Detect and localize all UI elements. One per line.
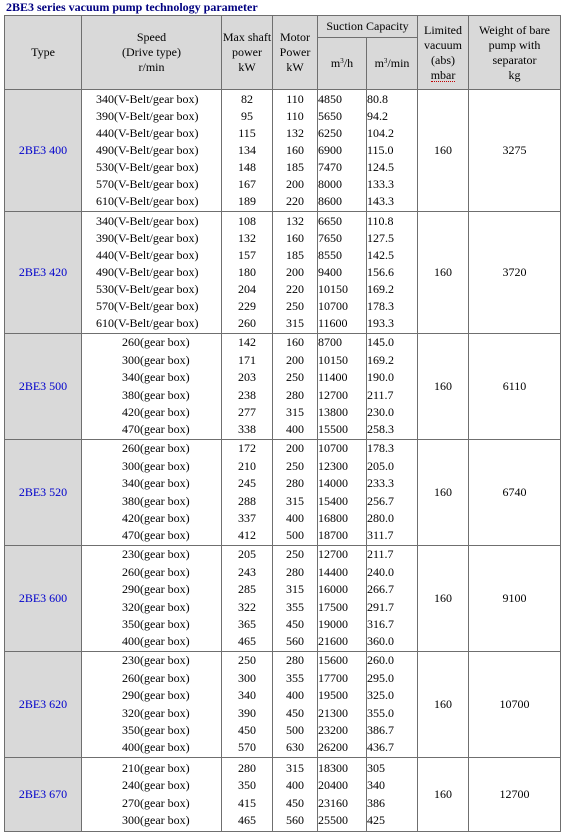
cell-value: 450 (286, 795, 304, 810)
table-row (5, 758, 561, 832)
cell-value: 300(gear box) (122, 812, 190, 827)
suction-m3min-cell (367, 440, 418, 546)
weight-value: 6110 (469, 334, 561, 440)
table-row (5, 652, 561, 758)
max-shaft-power-cell (222, 212, 273, 334)
cell-value: 210(gear box) (122, 761, 190, 776)
cell-value: 386 (367, 795, 385, 810)
cell-value: 320(gear box) (122, 599, 190, 614)
cell-value: 490(V-Belt/gear box) (96, 142, 199, 157)
cell-value: 142 (238, 335, 256, 350)
cell-value: 23160 (318, 795, 348, 810)
cell-value: 250 (286, 547, 304, 562)
cell-value: 10150 (318, 352, 348, 367)
cell-value: 200 (286, 352, 304, 367)
cell-value: 340(gear box) (122, 476, 190, 491)
cell-value: 500 (286, 722, 304, 737)
cell-value: 104.2 (367, 125, 394, 140)
cell-value: 290(gear box) (122, 582, 190, 597)
cell-value: 260(gear box) (122, 335, 190, 350)
table-row (5, 440, 561, 546)
cell-value: 400 (286, 510, 304, 525)
cell-value: 82 (241, 91, 253, 106)
cell-value: 110 (286, 108, 304, 123)
cell-value: 220 (286, 282, 304, 297)
cell-value: 5650 (318, 108, 342, 123)
cell-value: 350(gear box) (122, 616, 190, 631)
pump-type: 2BE3 400 (5, 90, 82, 212)
motor-power-cell (273, 90, 318, 212)
cell-value: 386.7 (367, 722, 394, 737)
cell-value: 8000 (318, 177, 342, 192)
table-row (5, 334, 561, 440)
suction-m3min-cell (367, 90, 418, 212)
cell-value: 10700 (318, 299, 348, 314)
cell-value: 220 (286, 194, 304, 209)
motor-power-cell (273, 546, 318, 652)
suction-m3min-cell (367, 334, 418, 440)
cell-value: 193.3 (367, 316, 394, 331)
cell-value: 440(V-Belt/gear box) (96, 125, 199, 140)
cell-value: 390(V-Belt/gear box) (96, 108, 199, 123)
cell-value: 260 (238, 316, 256, 331)
max-shaft-power-cell (222, 440, 273, 546)
speed-cell (82, 212, 222, 334)
cell-value: 316.7 (367, 616, 394, 631)
cell-value: 4850 (318, 91, 342, 106)
cell-value: 340 (367, 778, 385, 793)
cell-value: 250 (286, 458, 304, 473)
cell-value: 340(V-Belt/gear box) (96, 213, 199, 228)
cell-value: 250 (286, 370, 304, 385)
cell-value: 355 (286, 670, 304, 685)
cell-value: 325.0 (367, 688, 394, 703)
cell-value: 25500 (318, 812, 348, 827)
cell-value: 172 (238, 441, 256, 456)
header-suction-capacity: Suction Capacity (318, 16, 418, 38)
cell-value: 167 (238, 177, 256, 192)
cell-value: 15400 (318, 493, 348, 508)
cell-value: 277 (238, 404, 256, 419)
speed-cell (82, 334, 222, 440)
cell-value: 156.6 (367, 264, 394, 279)
cell-value: 189 (238, 194, 256, 209)
cell-value: 530(V-Belt/gear box) (96, 160, 199, 175)
cell-value: 490(V-Belt/gear box) (96, 264, 199, 279)
table-row (5, 546, 561, 652)
cell-value: 288 (238, 493, 256, 508)
cell-value: 337 (238, 510, 256, 525)
cell-value: 229 (238, 299, 256, 314)
cell-value: 160 (286, 142, 304, 157)
cell-value: 465 (238, 634, 256, 649)
header-speed: Speed (Drive type) r/min (82, 16, 222, 90)
cell-value: 280 (238, 761, 256, 776)
cell-value: 110 (286, 91, 304, 106)
cell-value: 630 (286, 740, 304, 755)
cell-value: 203 (238, 370, 256, 385)
weight-value: 10700 (469, 652, 561, 758)
cell-value: 21600 (318, 634, 348, 649)
cell-value: 115 (238, 125, 256, 140)
cell-value: 280 (286, 476, 304, 491)
cell-value: 315 (286, 493, 304, 508)
cell-value: 200 (286, 264, 304, 279)
cell-value: 260(gear box) (122, 670, 190, 685)
cell-value: 190.0 (367, 370, 394, 385)
cell-value: 17500 (318, 599, 348, 614)
cell-value: 338 (238, 422, 256, 437)
cell-value: 95 (241, 108, 253, 123)
cell-value: 260(gear box) (122, 441, 190, 456)
cell-value: 205 (238, 547, 256, 562)
cell-value: 16800 (318, 510, 348, 525)
cell-value: 204 (238, 282, 256, 297)
header-max-shaft-power: Max shaft power kW (222, 16, 273, 90)
motor-power-cell (273, 440, 318, 546)
cell-value: 260(gear box) (122, 564, 190, 579)
cell-value: 315 (286, 582, 304, 597)
cell-value: 240(gear box) (122, 778, 190, 793)
cell-value: 322 (238, 599, 256, 614)
cell-value: 500 (286, 528, 304, 543)
cell-value: 465 (238, 812, 256, 827)
cell-value: 610(V-Belt/gear box) (96, 194, 199, 209)
cell-value: 340 (238, 688, 256, 703)
motor-power-cell (273, 212, 318, 334)
cell-value: 80.8 (367, 91, 388, 106)
weight-value: 9100 (469, 546, 561, 652)
page-title: 2BE3 series vacuum pump technology parameter (6, 0, 258, 14)
cell-value: 14400 (318, 564, 348, 579)
cell-value: 243 (238, 564, 256, 579)
cell-value: 134 (238, 142, 256, 157)
cell-value: 210 (238, 458, 256, 473)
suction-m3h-cell (318, 652, 367, 758)
cell-value: 256.7 (367, 493, 394, 508)
pump-type: 2BE3 520 (5, 440, 82, 546)
cell-value: 127.5 (367, 230, 394, 245)
cell-value: 143.3 (367, 194, 394, 209)
cell-value: 145.0 (367, 335, 394, 350)
cell-value: 21300 (318, 705, 348, 720)
cell-value: 8550 (318, 247, 342, 262)
table-row (5, 212, 561, 334)
cell-value: 300(gear box) (122, 352, 190, 367)
limited-vacuum-value: 160 (418, 652, 469, 758)
speed-cell (82, 440, 222, 546)
cell-value: 350 (238, 778, 256, 793)
weight-value: 3720 (469, 212, 561, 334)
suction-m3min-cell (367, 546, 418, 652)
cell-value: 185 (286, 247, 304, 262)
cell-value: 185 (286, 160, 304, 175)
cell-value: 320(gear box) (122, 705, 190, 720)
cell-value: 258.3 (367, 422, 394, 437)
cell-value: 250 (286, 299, 304, 314)
table-row (5, 90, 561, 212)
max-shaft-power-cell (222, 758, 273, 832)
suction-m3h-cell (318, 758, 367, 832)
limited-vacuum-value: 160 (418, 758, 469, 832)
cell-value: 230(gear box) (122, 547, 190, 562)
max-shaft-power-cell (222, 546, 273, 652)
limited-vacuum-value: 160 (418, 334, 469, 440)
cell-value: 8700 (318, 335, 342, 350)
cell-value: 280.0 (367, 510, 394, 525)
suction-m3min-cell (367, 652, 418, 758)
max-shaft-power-cell (222, 90, 273, 212)
cell-value: 11400 (318, 370, 348, 385)
cell-value: 124.5 (367, 160, 394, 175)
speed-cell (82, 90, 222, 212)
cell-value: 470(gear box) (122, 528, 190, 543)
limited-vacuum-value: 160 (418, 546, 469, 652)
spec-table-body (5, 90, 561, 832)
cell-value: 355.0 (367, 705, 394, 720)
cell-value: 200 (286, 441, 304, 456)
cell-value: 15500 (318, 422, 348, 437)
cell-value: 420(gear box) (122, 510, 190, 525)
cell-value: 211.7 (367, 387, 394, 402)
header-suction-m3min: $m^3/\min$ (367, 38, 418, 90)
cell-value: 11600 (318, 316, 348, 331)
max-shaft-power-cell (222, 334, 273, 440)
cell-value: 400 (286, 688, 304, 703)
cell-value: 240.0 (367, 564, 394, 579)
cell-value: 390 (238, 705, 256, 720)
cell-value: 570(V-Belt/gear box) (96, 177, 199, 192)
cell-value: 18700 (318, 528, 348, 543)
cell-value: 315 (286, 316, 304, 331)
speed-cell (82, 652, 222, 758)
cell-value: 280 (286, 653, 304, 668)
cell-value: 290(gear box) (122, 688, 190, 703)
cell-value: 7650 (318, 230, 342, 245)
cell-value: 230(gear box) (122, 653, 190, 668)
weight-value: 12700 (469, 758, 561, 832)
weight-value: 3275 (469, 90, 561, 212)
pump-type: 2BE3 420 (5, 212, 82, 334)
cell-value: 390(V-Belt/gear box) (96, 230, 199, 245)
cell-value: 412 (238, 528, 256, 543)
cell-value: 14000 (318, 476, 348, 491)
cell-value: 400 (286, 422, 304, 437)
cell-value: 205.0 (367, 458, 394, 473)
cell-value: 570(V-Belt/gear box) (96, 299, 199, 314)
speed-cell (82, 758, 222, 832)
header-motor-power: Motor Power kW (273, 16, 318, 90)
cell-value: 610(V-Belt/gear box) (96, 316, 199, 331)
cell-value: 16000 (318, 582, 348, 597)
suction-m3min-cell (367, 758, 418, 832)
suction-m3h-cell (318, 90, 367, 212)
cell-value: 300(gear box) (122, 458, 190, 473)
cell-value: 132 (238, 230, 256, 245)
cell-value: 436.7 (367, 740, 394, 755)
cell-value: 360.0 (367, 634, 394, 649)
cell-value: 148 (238, 160, 256, 175)
limited-vacuum-value: 160 (418, 440, 469, 546)
cell-value: 380(gear box) (122, 387, 190, 402)
header-suction-m3h: $m^3/h$ (318, 38, 367, 90)
suction-m3h-cell (318, 440, 367, 546)
spec-table (4, 15, 561, 832)
cell-value: 560 (286, 812, 304, 827)
cell-value: 291.7 (367, 599, 394, 614)
cell-value: 285 (238, 582, 256, 597)
suction-m3min-cell (367, 212, 418, 334)
cell-value: 340(V-Belt/gear box) (96, 91, 199, 106)
cell-value: 365 (238, 616, 256, 631)
cell-value: 160 (286, 230, 304, 245)
cell-value: 311.7 (367, 528, 394, 543)
cell-value: 157 (238, 247, 256, 262)
cell-value: 12700 (318, 387, 348, 402)
cell-value: 260.0 (367, 653, 394, 668)
cell-value: 6250 (318, 125, 342, 140)
pump-type: 2BE3 500 (5, 334, 82, 440)
cell-value: 20400 (318, 778, 348, 793)
cell-value: 180 (238, 264, 256, 279)
header-limited-vacuum: Limited vacuum (abs) mbar (418, 16, 469, 90)
cell-value: 340(gear box) (122, 370, 190, 385)
cell-value: 450 (238, 722, 256, 737)
weight-value: 6740 (469, 440, 561, 546)
suction-m3h-cell (318, 212, 367, 334)
cell-value: 425 (367, 812, 385, 827)
limited-vacuum-value: 160 (418, 90, 469, 212)
cell-value: 295.0 (367, 670, 394, 685)
cell-value: 6900 (318, 142, 342, 157)
cell-value: 12700 (318, 547, 348, 562)
cell-value: 171 (238, 352, 256, 367)
cell-value: 10150 (318, 282, 348, 297)
cell-value: 142.5 (367, 247, 394, 262)
suction-m3h-cell (318, 546, 367, 652)
cell-value: 420(gear box) (122, 404, 190, 419)
max-shaft-power-cell (222, 652, 273, 758)
cell-value: 10700 (318, 441, 348, 456)
cell-value: 13800 (318, 404, 348, 419)
cell-value: 115.0 (367, 142, 394, 157)
header-weight: Weight of bare pump with separator kg (469, 16, 561, 90)
pump-type: 2BE3 620 (5, 652, 82, 758)
cell-value: 211.7 (367, 547, 394, 562)
cell-value: 169.2 (367, 282, 394, 297)
cell-value: 350(gear box) (122, 722, 190, 737)
pump-type: 2BE3 670 (5, 758, 82, 832)
cell-value: 560 (286, 634, 304, 649)
limited-vacuum-value: 160 (418, 212, 469, 334)
cell-value: 250 (238, 653, 256, 668)
speed-cell (82, 546, 222, 652)
cell-value: 94.2 (367, 108, 388, 123)
cell-value: 19000 (318, 616, 348, 631)
cell-value: 440(V-Belt/gear box) (96, 247, 199, 262)
cell-value: 280 (286, 564, 304, 579)
cell-value: 400(gear box) (122, 634, 190, 649)
cell-value: 266.7 (367, 582, 394, 597)
cell-value: 19500 (318, 688, 348, 703)
cell-value: 300 (238, 670, 256, 685)
cell-value: 355 (286, 599, 304, 614)
cell-value: 178.3 (367, 441, 394, 456)
pump-type: 2BE3 600 (5, 546, 82, 652)
cell-value: 6650 (318, 213, 342, 228)
cell-value: 450 (286, 616, 304, 631)
cell-value: 17700 (318, 670, 348, 685)
cell-value: 178.3 (367, 299, 394, 314)
cell-value: 400 (286, 778, 304, 793)
cell-value: 470(gear box) (122, 422, 190, 437)
cell-value: 305 (367, 761, 385, 776)
motor-power-cell (273, 652, 318, 758)
cell-value: 7470 (318, 160, 342, 175)
cell-value: 18300 (318, 761, 348, 776)
cell-value: 230.0 (367, 404, 394, 419)
cell-value: 245 (238, 476, 256, 491)
cell-value: 315 (286, 404, 304, 419)
motor-power-cell (273, 334, 318, 440)
cell-value: 450 (286, 705, 304, 720)
cell-value: 12300 (318, 458, 348, 473)
cell-value: 380(gear box) (122, 493, 190, 508)
cell-value: 400(gear box) (122, 740, 190, 755)
header-limited-unit: mbar (430, 67, 456, 82)
cell-value: 132 (286, 213, 304, 228)
cell-value: 280 (286, 387, 304, 402)
cell-value: 9400 (318, 264, 342, 279)
cell-value: 233.3 (367, 476, 394, 491)
cell-value: 133.3 (367, 177, 394, 192)
cell-value: 23200 (318, 722, 348, 737)
header-type: Type (5, 16, 82, 90)
cell-value: 315 (286, 761, 304, 776)
cell-value: 270(gear box) (122, 795, 190, 810)
cell-value: 238 (238, 387, 256, 402)
cell-value: 160 (286, 335, 304, 350)
cell-value: 110.8 (367, 213, 394, 228)
cell-value: 169.2 (367, 352, 394, 367)
cell-value: 8600 (318, 194, 342, 209)
motor-power-cell (273, 758, 318, 832)
cell-value: 415 (238, 795, 256, 810)
cell-value: 26200 (318, 740, 348, 755)
suction-m3h-cell (318, 334, 367, 440)
cell-value: 15600 (318, 653, 348, 668)
cell-value: 200 (286, 177, 304, 192)
cell-value: 570 (238, 740, 256, 755)
cell-value: 132 (286, 125, 304, 140)
cell-value: 530(V-Belt/gear box) (96, 282, 199, 297)
cell-value: 108 (238, 213, 256, 228)
